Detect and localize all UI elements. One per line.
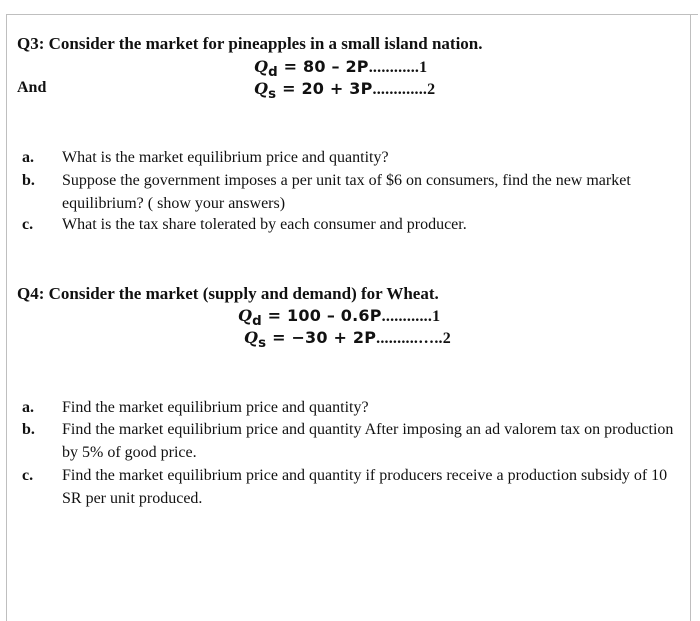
eq-lhs: Q xyxy=(254,57,269,76)
eq-lhs: Q xyxy=(238,306,253,325)
item-letter: a. xyxy=(22,149,34,166)
eq-rhs: = 80 – 2P xyxy=(283,57,369,76)
eq-number: 2 xyxy=(442,330,451,347)
item-letter: c. xyxy=(22,467,34,484)
frame-border-left xyxy=(6,14,7,621)
item-letter: b. xyxy=(22,172,35,189)
and-label: And xyxy=(17,79,47,96)
eq-rhs: = 100 – 0.6P xyxy=(267,306,382,325)
eq-subscript: s xyxy=(258,336,267,352)
eq-subscript: d xyxy=(252,314,262,330)
item-text: Find the market equilibrium price and quantity if producers receive a production subsidy of 10 SR per unit produced. xyxy=(62,467,668,507)
eq-number: 1 xyxy=(419,59,428,76)
eq-dots: ..........….. xyxy=(376,330,443,347)
eq-rhs: = 20 + 3P xyxy=(282,79,373,98)
eq-rhs: = −30 + 2P xyxy=(272,328,377,347)
q3-supply-equation xyxy=(254,79,435,102)
item-letter: a. xyxy=(22,399,34,416)
q3-demand-equation xyxy=(254,57,427,80)
eq-subscript: d xyxy=(268,65,278,81)
eq-lhs: Q xyxy=(254,79,269,98)
item-letter: c. xyxy=(22,216,34,233)
eq-number: ..2 xyxy=(418,81,436,98)
frame-border-top xyxy=(6,14,698,15)
eq-subscript: s xyxy=(268,87,277,103)
eq-lhs: Q xyxy=(244,328,259,347)
item-text: What is the tax share tolerated by each consumer and producer. xyxy=(62,216,467,233)
q4-heading: Q4: Consider the market (supply and demand) for Wheat. xyxy=(17,284,439,303)
eq-dots: ............ xyxy=(381,308,433,325)
eq-dots: ........... xyxy=(372,81,419,98)
item-text: Suppose the government imposes a per unit tax of $6 on consumers, find the new market equilibrium? ( show your answers) xyxy=(62,172,631,212)
item-text: Find the market equilibrium price and quantity? xyxy=(62,399,369,416)
item-text: Find the market equilibrium price and quantity After imposing an ad valorem tax on production by 5% of good price. xyxy=(62,421,674,461)
q3-heading: Q3: Consider the market for pineapples in a small island nation. xyxy=(17,34,483,53)
item-letter: b. xyxy=(22,421,35,438)
q4-supply-equation xyxy=(244,328,451,351)
item-text: What is the market equilibrium price and quantity? xyxy=(62,149,389,166)
eq-number: 1 xyxy=(432,308,441,325)
frame-border-right xyxy=(690,14,691,621)
eq-dots: ............ xyxy=(368,59,420,76)
q4-demand-equation xyxy=(238,306,440,329)
